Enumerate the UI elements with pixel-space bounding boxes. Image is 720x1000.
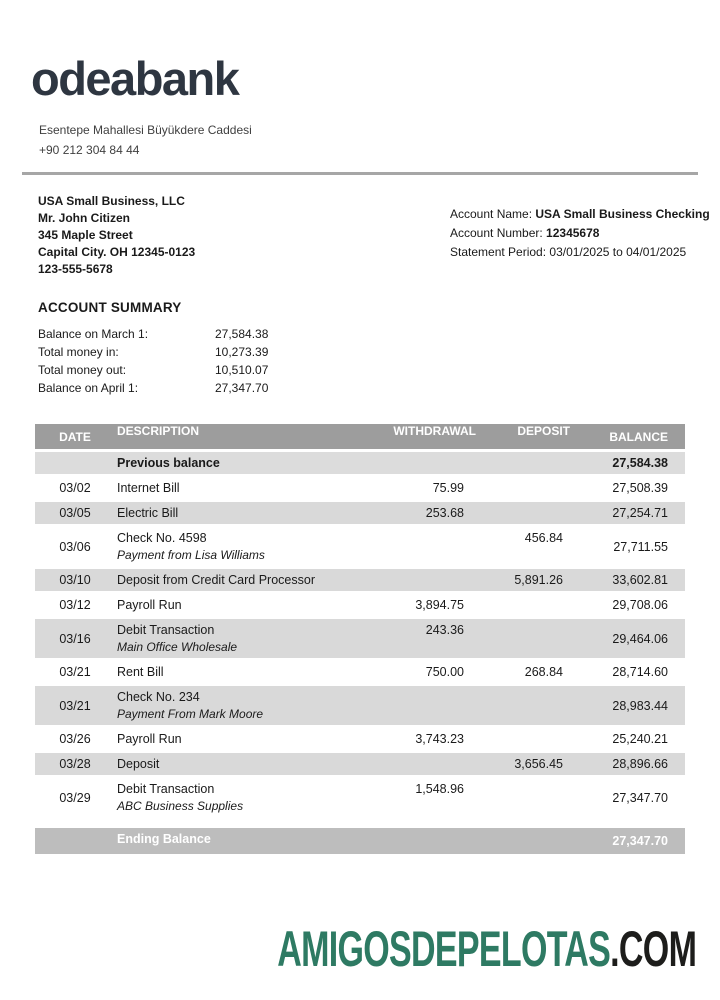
txn-description: Debit Transaction <box>117 623 215 637</box>
previous-balance-row <box>35 452 685 474</box>
account-number-line <box>450 224 710 243</box>
table-row <box>35 619 685 658</box>
table-row <box>35 661 685 683</box>
txn-date: 03/10 <box>35 569 115 591</box>
table-row <box>35 477 685 499</box>
txn-date: 03/29 <box>35 778 115 817</box>
txn-deposit: 456.84 <box>480 527 570 566</box>
account-summary-title: ACCOUNT SUMMARY <box>38 300 182 315</box>
txn-deposit <box>480 594 570 616</box>
table-row <box>35 728 685 750</box>
txn-description: Check No. 4598 <box>117 531 207 545</box>
bank-address-line1: Esentepe Mahallesi Büyükdere Caddesi <box>39 123 252 137</box>
column-header-deposit: DEPOSIT <box>480 424 570 449</box>
txn-date: 03/02 <box>35 477 115 499</box>
summary-value: 27,347.70 <box>215 381 269 395</box>
summary-label: Balance on April 1: <box>38 381 139 395</box>
txn-balance: 27,508.39 <box>570 477 685 499</box>
txn-date: 03/26 <box>35 728 115 750</box>
account-name-line <box>450 205 710 224</box>
txn-withdrawal: 243.36 <box>330 619 480 658</box>
txn-balance: 28,714.60 <box>570 661 685 683</box>
txn-withdrawal: 750.00 <box>330 661 480 683</box>
txn-balance: 25,240.21 <box>570 728 685 750</box>
txn-note: Payment from Lisa Williams <box>117 548 265 562</box>
txn-description: Electric Bill <box>117 506 179 520</box>
table-row <box>35 778 685 817</box>
txn-deposit <box>480 619 570 658</box>
summary-row-money-in <box>38 343 720 361</box>
ending-balance-label: Ending Balance <box>115 828 330 854</box>
column-header-balance: BALANCE <box>570 424 685 449</box>
account-info-block <box>450 205 710 262</box>
ending-balance-amount: 27,347.70 <box>570 828 685 854</box>
txn-withdrawal <box>330 753 480 775</box>
txn-date: 03/05 <box>35 502 115 524</box>
txn-description: Internet Bill <box>117 481 180 495</box>
txn-withdrawal <box>330 686 480 725</box>
customer-street: 345 Maple Street <box>38 228 133 242</box>
txn-note: Main Office Wholesale <box>117 640 238 654</box>
txn-description: Payroll Run <box>117 598 182 612</box>
txn-deposit <box>480 686 570 725</box>
txn-withdrawal: 253.68 <box>330 502 480 524</box>
summary-label: Total money in: <box>38 345 119 359</box>
summary-row-opening <box>38 325 720 343</box>
txn-deposit: 5,891.26 <box>480 569 570 591</box>
account-name-value: USA Small Business Checking <box>535 207 710 221</box>
account-summary-list <box>38 325 720 397</box>
txn-balance: 27,711.55 <box>570 527 685 566</box>
table-header-row <box>35 424 685 449</box>
txn-balance: 29,708.06 <box>570 594 685 616</box>
txn-withdrawal: 75.99 <box>330 477 480 499</box>
txn-deposit <box>480 502 570 524</box>
txn-description: Payroll Run <box>117 732 182 746</box>
column-header-date: DATE <box>35 424 115 449</box>
bank-logo: odeabank <box>31 52 239 105</box>
table-row <box>35 569 685 591</box>
txn-balance: 28,896.66 <box>570 753 685 775</box>
footer-brand-name: AMIGOSDEPELOTAS <box>276 921 610 977</box>
txn-deposit <box>480 728 570 750</box>
txn-description: Debit Transaction <box>117 782 215 796</box>
statement-period-label: Statement Period: <box>450 245 550 259</box>
txn-deposit: 3,656.45 <box>480 753 570 775</box>
table-row <box>35 753 685 775</box>
column-header-description: DESCRIPTION <box>115 424 330 449</box>
txn-date: 03/06 <box>35 527 115 566</box>
previous-balance-label: Previous balance <box>115 452 330 474</box>
summary-label: Balance on March 1: <box>38 327 149 341</box>
statement-info-row <box>0 193 720 279</box>
txn-date: 03/16 <box>35 619 115 658</box>
txn-withdrawal <box>330 569 480 591</box>
customer-address-block <box>38 193 195 278</box>
txn-deposit: 268.84 <box>480 661 570 683</box>
bank-address <box>39 120 720 160</box>
txn-description: Check No. 234 <box>117 690 200 704</box>
summary-value: 10,510.07 <box>215 363 269 377</box>
customer-city: Capital City. OH 12345-0123 <box>38 245 196 259</box>
summary-label: Total money out: <box>38 363 127 377</box>
txn-date: 03/12 <box>35 594 115 616</box>
txn-withdrawal: 3,743.23 <box>330 728 480 750</box>
table-row <box>35 527 685 566</box>
txn-withdrawal: 3,894.75 <box>330 594 480 616</box>
footer-watermark <box>277 920 696 978</box>
spacer-row <box>35 820 685 825</box>
statement-period-value: 03/01/2025 to 04/01/2025 <box>549 245 687 259</box>
previous-balance-amount: 27,584.38 <box>570 452 685 474</box>
txn-withdrawal: 1,548.96 <box>330 778 480 817</box>
account-name-label: Account Name: <box>450 207 536 221</box>
customer-name: Mr. John Citizen <box>38 211 131 225</box>
customer-company: USA Small Business, LLC <box>38 194 185 208</box>
txn-deposit <box>480 477 570 499</box>
txn-note: Payment From Mark Moore <box>117 707 264 721</box>
header-divider <box>22 172 698 175</box>
column-header-withdrawal: WITHDRAWAL <box>330 424 480 449</box>
account-number-label: Account Number: <box>450 226 547 240</box>
txn-description: Deposit <box>117 757 160 771</box>
ending-balance-row <box>35 828 685 854</box>
transactions-table <box>35 421 685 857</box>
table-row <box>35 502 685 524</box>
table-row <box>35 594 685 616</box>
txn-balance: 27,347.70 <box>570 778 685 817</box>
txn-balance: 33,602.81 <box>570 569 685 591</box>
summary-value: 10,273.39 <box>215 345 269 359</box>
txn-description: Rent Bill <box>117 665 164 679</box>
txn-note: ABC Business Supplies <box>117 799 244 813</box>
table-row <box>35 686 685 725</box>
bank-phone: +90 212 304 84 44 <box>39 143 140 157</box>
account-number-value: 12345678 <box>546 226 600 240</box>
txn-balance: 27,254.71 <box>570 502 685 524</box>
txn-description: Deposit from Credit Card Processor <box>117 573 315 587</box>
footer-brand-suffix: .COM <box>609 921 696 977</box>
txn-balance: 28,983.44 <box>570 686 685 725</box>
txn-balance: 29,464.06 <box>570 619 685 658</box>
summary-value: 27,584.38 <box>215 327 269 341</box>
txn-date: 03/21 <box>35 661 115 683</box>
statement-period-line <box>450 243 710 262</box>
txn-date: 03/21 <box>35 686 115 725</box>
txn-deposit <box>480 778 570 817</box>
txn-withdrawal <box>330 527 480 566</box>
txn-date: 03/28 <box>35 753 115 775</box>
summary-row-closing <box>38 379 720 397</box>
customer-phone: 123-555-5678 <box>38 262 113 276</box>
summary-row-money-out <box>38 361 720 379</box>
